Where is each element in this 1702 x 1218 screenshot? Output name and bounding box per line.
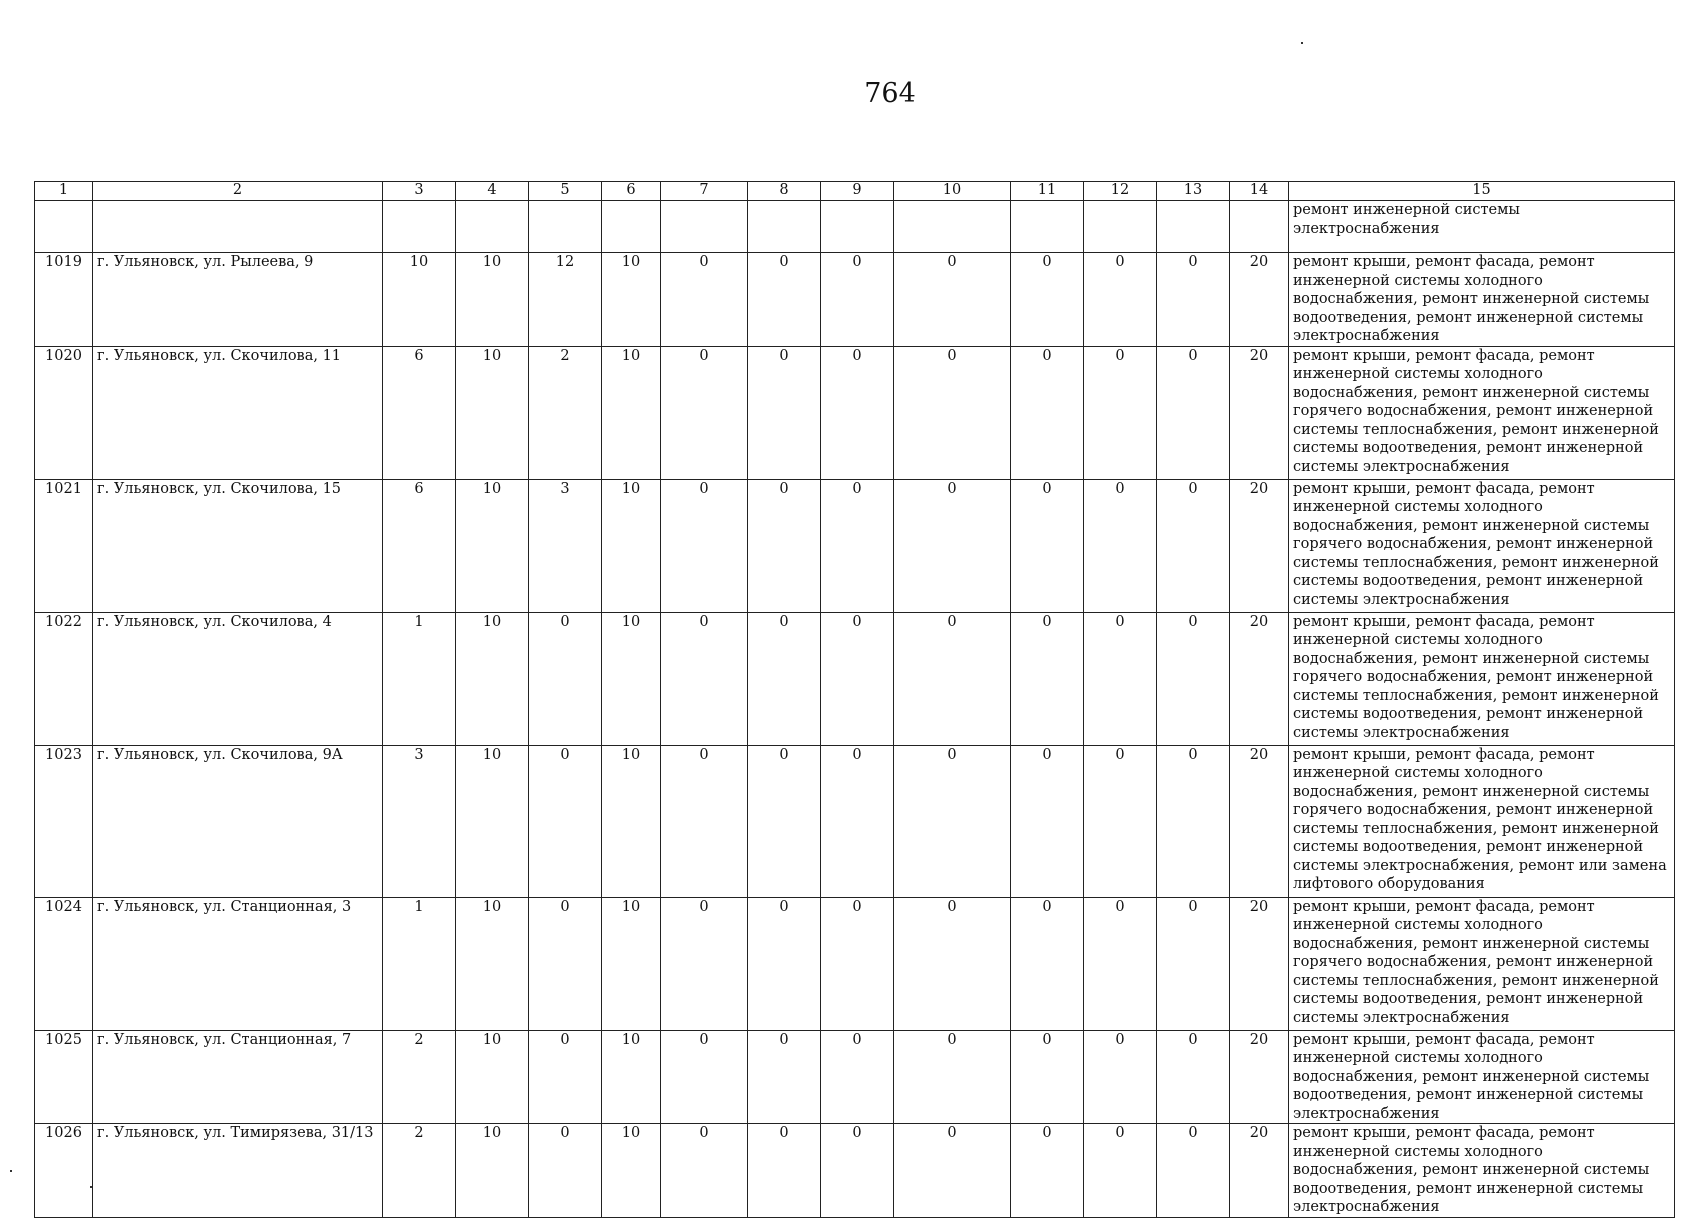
table-row — [35, 346, 1675, 479]
column-header: 10 — [894, 182, 1011, 201]
value-cell: 0 — [821, 897, 894, 1030]
value-cell: 0 — [821, 346, 894, 479]
row-id: 1022 — [35, 612, 93, 745]
row-id: 1025 — [35, 1030, 93, 1124]
continuation-row — [35, 201, 1675, 253]
work-description: ремонт крыши, ремонт фасада, ремонт инженерной системы холодного водоснабжения, ремонт инженерной системы водоотведения, ремонт инженерной системы электроснабжения — [1289, 253, 1675, 347]
value-cell: 0 — [661, 479, 748, 612]
address: г. Ульяновск, ул. Скочилова, 11 — [93, 346, 383, 479]
value-cell: 10 — [456, 1030, 529, 1124]
value-cell: 0 — [661, 1030, 748, 1124]
value-cell: 0 — [1157, 479, 1230, 612]
value-cell: 12 — [529, 253, 602, 347]
value-cell: 0 — [1157, 253, 1230, 347]
value-cell: 0 — [1084, 745, 1157, 897]
column-header: 5 — [529, 182, 602, 201]
value-cell: 0 — [894, 1124, 1011, 1218]
value-cell: 0 — [1011, 346, 1084, 479]
value-cell: 2 — [529, 346, 602, 479]
row-id: 1020 — [35, 346, 93, 479]
value-cell: 0 — [894, 479, 1011, 612]
value-cell: 0 — [661, 253, 748, 347]
scan-speck — [1301, 42, 1303, 44]
table-row — [35, 612, 1675, 745]
column-header: 9 — [821, 182, 894, 201]
value-cell: 0 — [1011, 1030, 1084, 1124]
value-cell: 10 — [456, 612, 529, 745]
value-cell: 0 — [821, 479, 894, 612]
column-header: 2 — [93, 182, 383, 201]
value-cell: 0 — [894, 253, 1011, 347]
value-cell: 0 — [661, 346, 748, 479]
value-cell: 0 — [1157, 1030, 1230, 1124]
value-cell: 3 — [383, 745, 456, 897]
value-cell: 0 — [1084, 1030, 1157, 1124]
value-cell: 10 — [383, 253, 456, 347]
work-description: ремонт крыши, ремонт фасада, ремонт инженерной системы холодного водоснабжения, ремонт инженерной системы горячего водоснабжения, ремонт инженерной системы теплоснабжения, ремонт инженерной системы водоотведения, ремонт инженерной системы электроснабжения — [1289, 346, 1675, 479]
address: г. Ульяновск, ул. Станционная, 7 — [93, 1030, 383, 1124]
table-row — [35, 479, 1675, 612]
column-header: 3 — [383, 182, 456, 201]
value-cell: 10 — [602, 612, 661, 745]
value-cell: 0 — [748, 1030, 821, 1124]
column-header: 4 — [456, 182, 529, 201]
value-cell: 0 — [748, 745, 821, 897]
value-cell: 0 — [661, 1124, 748, 1218]
column-header: 6 — [602, 182, 661, 201]
value-cell: 10 — [602, 479, 661, 612]
value-cell: 0 — [748, 1124, 821, 1218]
column-header: 15 — [1289, 182, 1675, 201]
value-cell: 2 — [383, 1030, 456, 1124]
scan-speck — [90, 1186, 92, 1188]
value-cell: 10 — [456, 253, 529, 347]
value-cell: 1 — [383, 612, 456, 745]
value-cell: 0 — [748, 479, 821, 612]
value-cell: 0 — [1011, 479, 1084, 612]
value-cell: 10 — [456, 1124, 529, 1218]
work-description: ремонт крыши, ремонт фасада, ремонт инженерной системы холодного водоснабжения, ремонт инженерной системы горячего водоснабжения, ремонт инженерной системы теплоснабжения, ремонт инженерной системы водоотведения, ремонт инженерной системы электроснабжения, ремонт или замена лифтового оборудования — [1289, 745, 1675, 897]
value-cell: 0 — [748, 897, 821, 1030]
value-cell: 0 — [894, 612, 1011, 745]
value-cell: 1 — [383, 897, 456, 1030]
table-row — [35, 745, 1675, 897]
value-cell: 0 — [529, 612, 602, 745]
work-description: ремонт крыши, ремонт фасада, ремонт инженерной системы холодного водоснабжения, ремонт инженерной системы водоотведения, ремонт инженерной системы электроснабжения — [1289, 1124, 1675, 1218]
value-cell: 10 — [602, 1030, 661, 1124]
column-header: 14 — [1230, 182, 1289, 201]
work-description: ремонт крыши, ремонт фасада, ремонт инженерной системы холодного водоснабжения, ремонт инженерной системы горячего водоснабжения, ремонт инженерной системы теплоснабжения, ремонт инженерной системы водоотведения, ремонт инженерной системы электроснабжения — [1289, 897, 1675, 1030]
value-cell: 0 — [821, 612, 894, 745]
value-cell: 0 — [1084, 253, 1157, 347]
address: г. Ульяновск, ул. Тимирязева, 31/13 — [93, 1124, 383, 1218]
value-cell: 0 — [529, 897, 602, 1030]
value-cell: 20 — [1230, 253, 1289, 347]
value-cell: 0 — [1011, 612, 1084, 745]
table-row — [35, 1124, 1675, 1218]
scan-speck — [10, 1170, 12, 1172]
value-cell: 20 — [1230, 1124, 1289, 1218]
value-cell: 20 — [1230, 745, 1289, 897]
column-header: 11 — [1011, 182, 1084, 201]
table-row — [35, 253, 1675, 347]
value-cell: 0 — [894, 346, 1011, 479]
value-cell: 10 — [602, 1124, 661, 1218]
page-number: 764 — [864, 78, 916, 109]
value-cell: 10 — [602, 253, 661, 347]
column-header: 8 — [748, 182, 821, 201]
value-cell: 0 — [1157, 612, 1230, 745]
value-cell: 10 — [602, 346, 661, 479]
value-cell: 10 — [456, 346, 529, 479]
value-cell: 0 — [1084, 346, 1157, 479]
value-cell: 0 — [894, 745, 1011, 897]
value-cell: 0 — [1011, 745, 1084, 897]
column-header: 7 — [661, 182, 748, 201]
row-id: 1023 — [35, 745, 93, 897]
column-header: 12 — [1084, 182, 1157, 201]
work-description: ремонт крыши, ремонт фасада, ремонт инженерной системы холодного водоснабжения, ремонт инженерной системы водоотведения, ремонт инженерной системы электроснабжения — [1289, 1030, 1675, 1124]
value-cell: 20 — [1230, 1030, 1289, 1124]
row-id: 1021 — [35, 479, 93, 612]
column-header: 13 — [1157, 182, 1230, 201]
value-cell: 0 — [821, 253, 894, 347]
value-cell: 20 — [1230, 612, 1289, 745]
value-cell: 20 — [1230, 479, 1289, 612]
value-cell: 0 — [894, 1030, 1011, 1124]
repair-program-table — [34, 181, 1675, 1218]
value-cell: 0 — [529, 1124, 602, 1218]
row-id: 1024 — [35, 897, 93, 1030]
value-cell: 20 — [1230, 897, 1289, 1030]
value-cell: 0 — [1157, 745, 1230, 897]
value-cell: 0 — [529, 745, 602, 897]
value-cell: 10 — [602, 745, 661, 897]
value-cell: 0 — [894, 897, 1011, 1030]
value-cell: 10 — [456, 745, 529, 897]
address: г. Ульяновск, ул. Рылеева, 9 — [93, 253, 383, 347]
table-row — [35, 1030, 1675, 1124]
value-cell: 0 — [1157, 1124, 1230, 1218]
value-cell: 0 — [661, 745, 748, 897]
value-cell: 0 — [1084, 1124, 1157, 1218]
table-row — [35, 897, 1675, 1030]
value-cell: 20 — [1230, 346, 1289, 479]
row-id: 1019 — [35, 253, 93, 347]
value-cell: 0 — [821, 745, 894, 897]
row-id: 1026 — [35, 1124, 93, 1218]
value-cell: 6 — [383, 479, 456, 612]
value-cell: 0 — [1084, 479, 1157, 612]
value-cell: 6 — [383, 346, 456, 479]
value-cell: 3 — [529, 479, 602, 612]
value-cell: 0 — [748, 346, 821, 479]
value-cell: 0 — [1084, 897, 1157, 1030]
value-cell: 0 — [529, 1030, 602, 1124]
value-cell: 10 — [602, 897, 661, 1030]
address: г. Ульяновск, ул. Станционная, 3 — [93, 897, 383, 1030]
value-cell: 0 — [821, 1030, 894, 1124]
work-description: ремонт крыши, ремонт фасада, ремонт инженерной системы холодного водоснабжения, ремонт инженерной системы горячего водоснабжения, ремонт инженерной системы теплоснабжения, ремонт инженерной системы водоотведения, ремонт инженерной системы электроснабжения — [1289, 479, 1675, 612]
value-cell: 10 — [456, 897, 529, 1030]
value-cell: 0 — [661, 897, 748, 1030]
value-cell: 0 — [748, 253, 821, 347]
column-number-header — [35, 182, 1675, 201]
value-cell: 0 — [821, 1124, 894, 1218]
value-cell: 0 — [1011, 1124, 1084, 1218]
address: г. Ульяновск, ул. Скочилова, 4 — [93, 612, 383, 745]
address: г. Ульяновск, ул. Скочилова, 9А — [93, 745, 383, 897]
value-cell: 0 — [1157, 897, 1230, 1030]
value-cell: 0 — [661, 612, 748, 745]
work-description: ремонт инженерной системы электроснабжения — [1289, 201, 1675, 253]
value-cell: 0 — [1084, 612, 1157, 745]
column-header: 1 — [35, 182, 93, 201]
value-cell: 0 — [748, 612, 821, 745]
work-description: ремонт крыши, ремонт фасада, ремонт инженерной системы холодного водоснабжения, ремонт инженерной системы горячего водоснабжения, ремонт инженерной системы теплоснабжения, ремонт инженерной системы водоотведения, ремонт инженерной системы электроснабжения — [1289, 612, 1675, 745]
value-cell: 2 — [383, 1124, 456, 1218]
value-cell: 0 — [1011, 897, 1084, 1030]
value-cell: 0 — [1157, 346, 1230, 479]
address: г. Ульяновск, ул. Скочилова, 15 — [93, 479, 383, 612]
value-cell: 10 — [456, 479, 529, 612]
value-cell: 0 — [1011, 253, 1084, 347]
